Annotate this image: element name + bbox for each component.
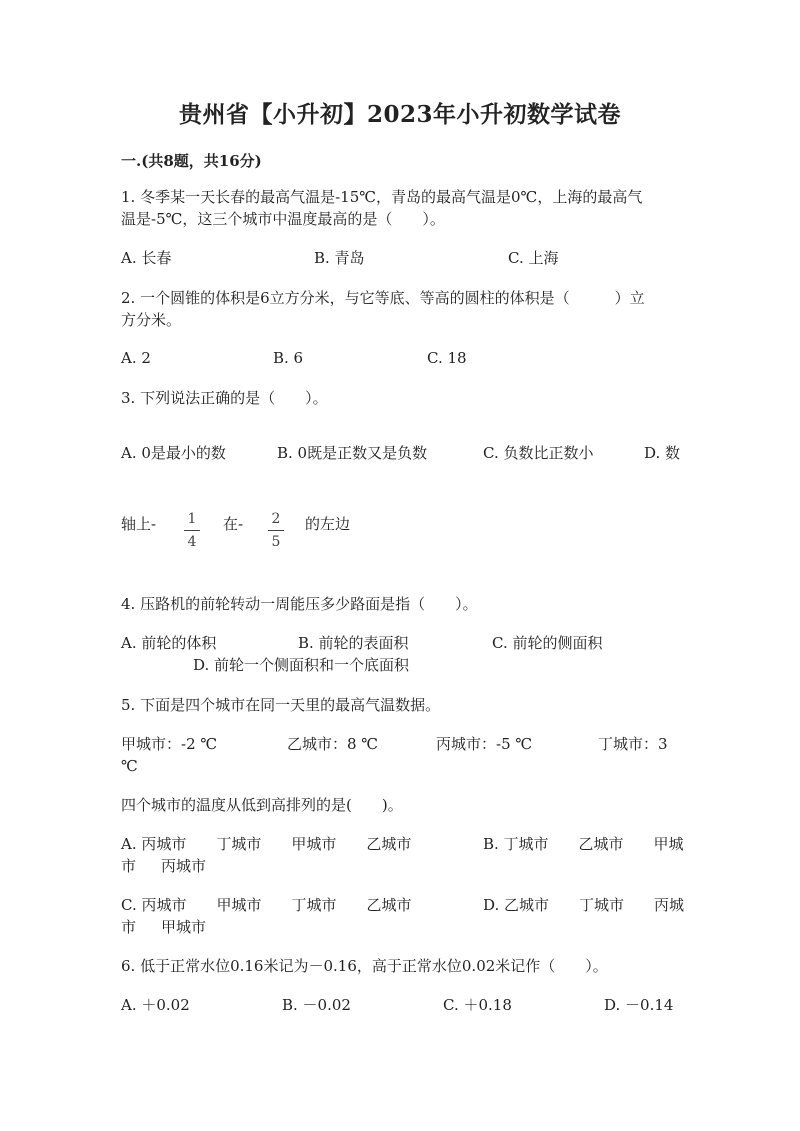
q5-city-ding-unit: ℃ bbox=[121, 757, 138, 775]
q3-option-b: B. 0既是正数又是负数 bbox=[277, 444, 428, 462]
fraction-one-quarter bbox=[184, 510, 200, 551]
fraction-denominator: 5 bbox=[271, 534, 281, 550]
q6-option-c: C. ＋0.18 bbox=[443, 996, 512, 1014]
q6-option-a: A. ＋0.02 bbox=[121, 996, 190, 1014]
fraction-bar bbox=[184, 530, 200, 531]
q5-option-b-wrap-left: 市 bbox=[121, 857, 137, 875]
q1-option-b: B. 青岛 bbox=[314, 249, 365, 267]
fraction-denominator: 4 bbox=[187, 534, 197, 550]
q5-city-yi: 乙城市：8 ℃ bbox=[287, 735, 379, 753]
q2-option-b: B. 6 bbox=[273, 349, 304, 367]
q2-option-a: A. 2 bbox=[121, 349, 151, 367]
q3-option-d: D. 数 bbox=[644, 444, 681, 462]
q5-option-d-wrap-left: 市 bbox=[121, 918, 137, 936]
q3-option-d-text2: 在- bbox=[223, 515, 244, 533]
q5-option-b-wrap-right: 丙城市 bbox=[161, 857, 207, 875]
q5-option-d-wrap-right: 甲城市 bbox=[161, 918, 207, 936]
q3-option-d-text3: 的左边 bbox=[305, 515, 351, 533]
q1-stem-line1: 1. 冬季某一天长春的最高气温是-15℃，青岛的最高气温是0℃，上海的最高气 bbox=[121, 188, 643, 206]
fraction-bar bbox=[268, 530, 284, 531]
q1-option-a: A. 长春 bbox=[121, 249, 172, 267]
q1-stem-line2: 温是-5℃，这三个城市中温度最高的是（ ）。 bbox=[121, 210, 445, 228]
q5-city-ding: 丁城市：3 bbox=[598, 735, 668, 753]
q6-option-b: B. －0.02 bbox=[282, 996, 351, 1014]
q2-stem-line1: 2. 一个圆锥的体积是6立方分米，与它等底、等高的圆柱的体积是（ ）立 bbox=[121, 289, 645, 307]
fraction-two-fifths bbox=[268, 510, 284, 551]
q5-option-c: C. 丙城市 甲城市 丁城市 乙城市 bbox=[121, 896, 412, 914]
q5-city-bing: 丙城市：-5 ℃ bbox=[436, 735, 533, 753]
q3-stem: 3. 下列说法正确的是（ ）。 bbox=[121, 389, 328, 407]
q5-ask: 四个城市的温度从低到高排列的是( )。 bbox=[121, 796, 403, 814]
q4-stem: 4. 压路机的前轮转动一周能压多少路面是指（ ）。 bbox=[121, 595, 478, 613]
q5-city-jia: 甲城市：-2 ℃ bbox=[121, 735, 218, 753]
q3-option-d-text1: 轴上- bbox=[121, 515, 157, 533]
fraction-numerator: 1 bbox=[187, 511, 197, 527]
section-heading: 一.(共8题，共16分) bbox=[121, 152, 262, 170]
q1-option-c: C. 上海 bbox=[508, 249, 559, 267]
fraction-numerator: 2 bbox=[271, 511, 281, 527]
q4-option-d: D. 前轮一个侧面积和一个底面积 bbox=[193, 656, 410, 674]
q5-option-d: D. 乙城市 丁城市 丙城 bbox=[483, 896, 685, 914]
q3-option-c: C. 负数比正数小 bbox=[483, 444, 594, 462]
q2-stem-line2: 方分米。 bbox=[121, 311, 182, 329]
q6-stem: 6. 低于正常水位0.16米记为－0.16，高于正常水位0.02米记作（ ）。 bbox=[121, 957, 608, 975]
exam-title: 贵州省【小升初】2023年小升初数学试卷 bbox=[178, 101, 621, 128]
q4-option-c: C. 前轮的侧面积 bbox=[492, 634, 603, 652]
q2-option-c: C. 18 bbox=[427, 349, 467, 367]
q5-stem: 5. 下面是四个城市在同一天里的最高气温数据。 bbox=[121, 696, 441, 714]
q5-option-a: A. 丙城市 丁城市 甲城市 乙城市 bbox=[121, 835, 412, 853]
q4-option-b: B. 前轮的表面积 bbox=[298, 634, 409, 652]
q4-option-a: A. 前轮的体积 bbox=[121, 634, 217, 652]
q6-option-d: D. －0.14 bbox=[604, 996, 674, 1014]
q3-option-a: A. 0是最小的数 bbox=[121, 444, 226, 462]
q5-option-b: B. 丁城市 乙城市 甲城 bbox=[483, 835, 684, 853]
